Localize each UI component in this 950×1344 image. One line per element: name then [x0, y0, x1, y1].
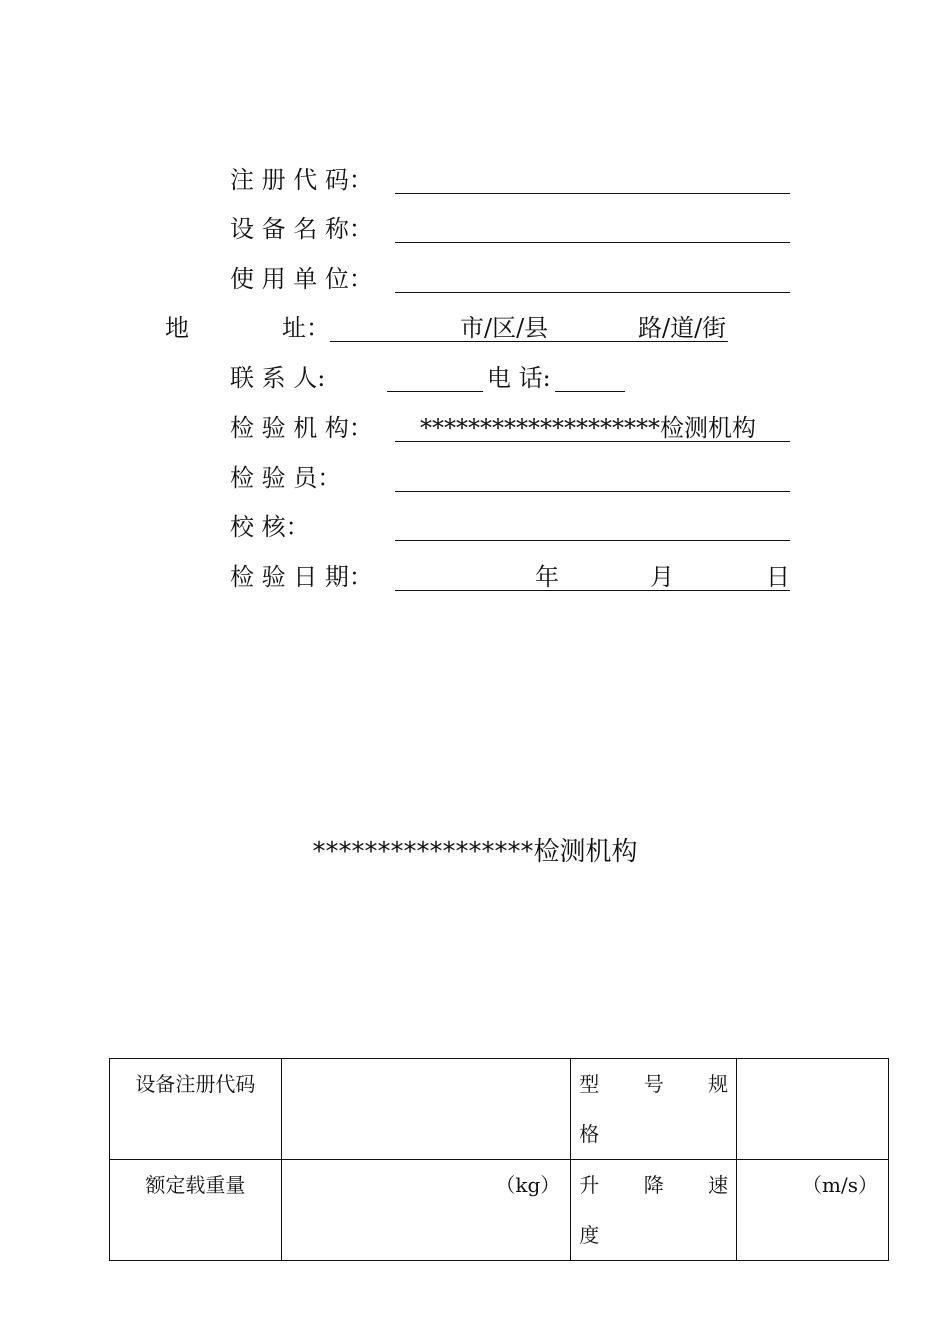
speed-cell-label: [571, 1160, 737, 1261]
speed-cell-value[interactable]: [737, 1160, 889, 1261]
address-label-a: 地: [165, 314, 189, 342]
equipment-info-table: [109, 1058, 889, 1261]
date-label: 检 验 日 期：: [230, 563, 373, 591]
date-field[interactable]: [395, 590, 790, 591]
model-label-char: 型: [579, 1072, 600, 1096]
equip-name-field[interactable]: [395, 242, 790, 243]
load-unit: （kg）: [495, 1173, 561, 1197]
agency-value: ********************检测机构: [420, 414, 756, 442]
speed-label-char: 降: [643, 1173, 664, 1197]
inspector-field[interactable]: [395, 491, 790, 492]
org-title: *****************检测机构: [312, 837, 638, 867]
speed-label-char: 速: [708, 1173, 729, 1197]
phone-label: 电 话:: [487, 364, 551, 392]
speed-label-char: 升: [579, 1173, 600, 1197]
load-cell-label: 额定载重量: [110, 1160, 282, 1261]
reg-code-cell-label: 设备注册代码: [110, 1059, 282, 1160]
address-city-text: 市/区/县: [460, 314, 549, 342]
inspector-label: 检 验 员：: [230, 464, 342, 492]
date-month: 月: [650, 563, 674, 591]
model-label-char: 规: [708, 1072, 729, 1096]
equip-name-label: 设 备 名 称：: [230, 215, 373, 243]
date-day: 日: [766, 563, 790, 591]
reg-code-field[interactable]: [395, 193, 790, 194]
reg-code-label: 注 册 代 码：: [230, 166, 373, 194]
address-road-text: 路/道/街: [638, 314, 727, 342]
agency-label: 检 验 机 构：: [230, 414, 373, 442]
contact-label: 联 系 人:: [230, 364, 326, 392]
model-cell-value[interactable]: [737, 1059, 889, 1160]
model-cell-label: [571, 1059, 737, 1160]
user-unit-field[interactable]: [395, 292, 790, 293]
user-unit-label: 使 用 单 位：: [230, 265, 373, 293]
reg-code-cell-value[interactable]: [281, 1059, 571, 1160]
load-cell-value[interactable]: [281, 1160, 571, 1261]
model-label-char: 格: [579, 1122, 600, 1146]
speed-unit: （m/s）: [802, 1173, 878, 1197]
contact-field[interactable]: [387, 391, 483, 392]
checker-label: 校 核：: [230, 513, 310, 541]
speed-label-char: 度: [579, 1223, 600, 1247]
phone-field[interactable]: [555, 391, 625, 392]
checker-field[interactable]: [395, 540, 790, 541]
table-row: [110, 1059, 889, 1160]
model-label-char: 号: [643, 1072, 664, 1096]
date-year: 年: [535, 563, 559, 591]
address-label-b: 址：: [282, 314, 330, 342]
table-row: [110, 1160, 889, 1261]
